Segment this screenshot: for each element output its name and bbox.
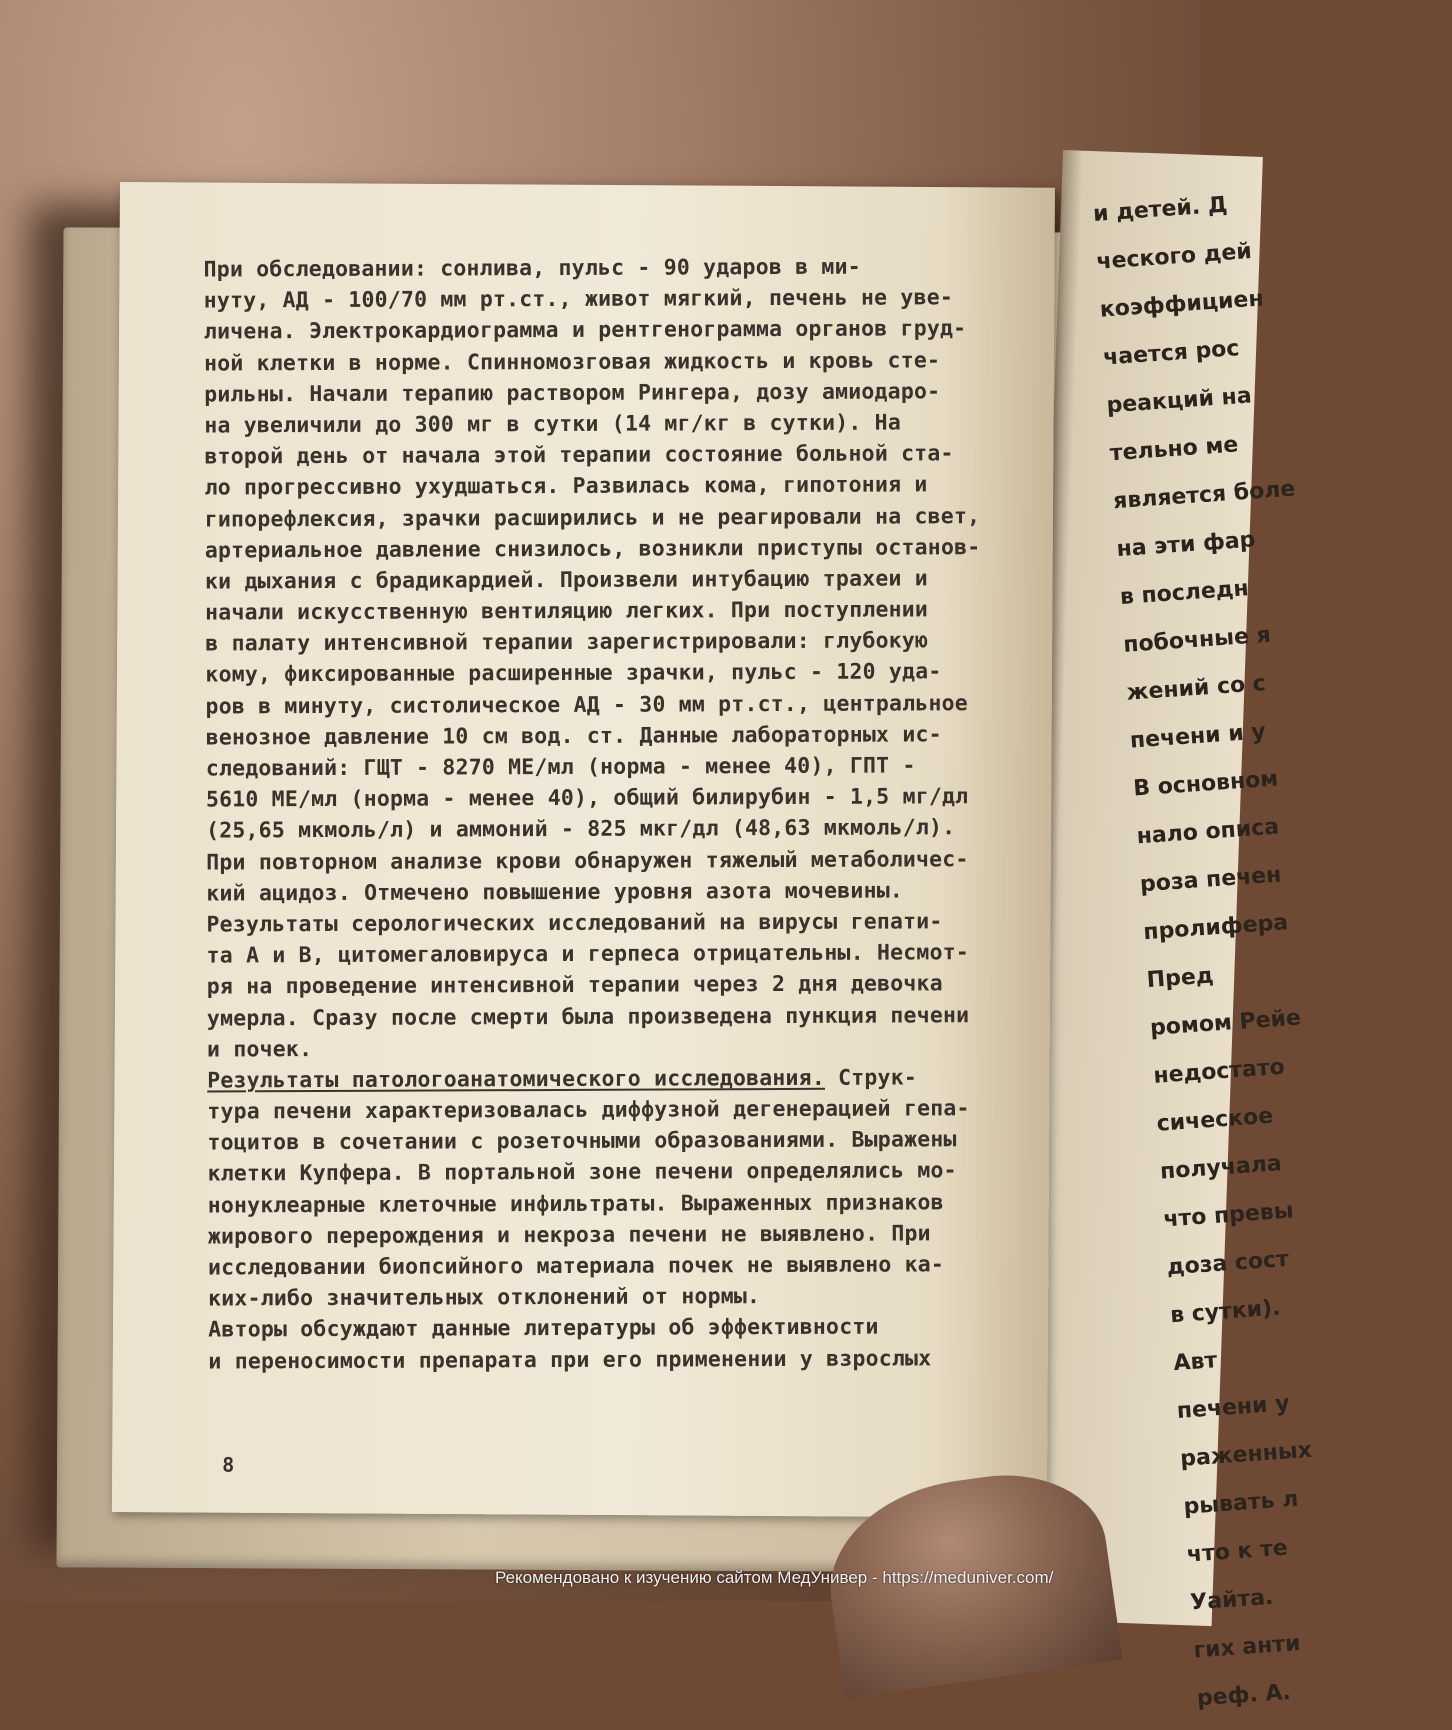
text-line: и почек. [206,1036,313,1063]
next-page-line: жений со с [1125,671,1267,706]
text-line: следований: ГЩТ - 8270 МЕ/мл (норма - менее 40), ГПТ - [205,753,916,782]
text-line: При повторном анализе крови обнаружен тяжелый метаболичес- [206,846,969,876]
next-page-line: роза печен [1139,862,1283,898]
text-line: Результаты серологических исследований на вирусы гепати- [206,909,943,938]
text-line: ки дыхания с брадикардией. Произвели интубацию трахеи и [204,566,928,595]
next-page-line: коэффициен [1099,286,1265,323]
next-page-line: печени и у [1129,719,1267,754]
text-line: рильны. Начали терапию раствором Рингера, дозу амиодаро- [204,379,941,408]
next-page-line: недостато [1152,1054,1286,1089]
text-line: При обследовании: сонлива, пульс - 90 ударов в ми- [203,254,861,283]
text-line: Результаты патологоанатомического исследования. Струк- [207,1065,918,1094]
text-line: тура печени характеризовалась диффузной дегенерацией гепа- [207,1096,970,1125]
text-line: тоцитов в сочетании с розеточными образованиями. Выражены [207,1127,957,1156]
text-line: второй день от начала этой терапии состояние больной ста- [204,441,954,470]
next-page-line: в сутки). [1169,1295,1282,1329]
text-line: нуту, АД - 100/70 мм рт.ст., живот мягкий, печень не уве- [203,285,954,314]
text-line: венозное давление 10 см вод. ст. Данные лабораторных ис- [205,722,942,751]
text-line: жирового перерождения и некроза печени не выявлено. При [207,1221,931,1250]
next-page-line: что превы [1162,1198,1295,1233]
text-line: гипорефлексия, зрачки расширились и не реагировали на свет, [204,503,981,533]
text-line: та А и В, цитомегаловируса и герпеса отрицательны. Несмот- [206,940,970,969]
text-line: нонуклеарные клеточные инфильтраты. Выраженных признаков [207,1189,944,1219]
next-page-line: является боле [1112,476,1297,515]
next-page-line: рывать л [1182,1486,1300,1520]
text-line: кий ацидоз. Отмечено повышение уровня азота мочевины. [206,878,904,907]
next-page-line: реакций на [1105,383,1253,419]
text-line: (25,65 мкмоль/л) и аммоний - 825 мкг/дл (48,63 мкмоль/л). [206,815,956,844]
next-page-line: что к те [1186,1535,1289,1568]
next-page-line: В основном [1132,766,1280,802]
page-body-text [204,251,999,1377]
next-page-line: доза сост [1166,1246,1290,1281]
watermark: Рекомендовано к изучению сайтом МедУнивер - https://meduniver.com/ [495,1568,1054,1587]
text-line: исследовании биопсийного материала почек не выявлено ка- [207,1252,945,1281]
text-line: личена. Электрокардиограмма и рентгенограмма органов груд- [203,316,967,345]
text-line: ло прогрессивно ухудшаться. Развилась кома, гипотония и [204,472,928,501]
text-line: ной клетки в норме. Спинномозговая жидкость и кровь сте- [203,347,941,377]
page-number: 8 [222,1452,235,1477]
text-line: ров в минуту, систолическое АД - 30 мм рт.ст., центральное [205,690,968,720]
next-page-line: раженных [1179,1437,1313,1472]
next-page-line: тельно ме [1109,432,1240,467]
text-line: Авторы обсуждают данные литературы об эффективности [208,1314,879,1343]
text-line: в палату интенсивной терапии зарегистрировали: глубокую [205,628,929,657]
next-page-line: ческого дей [1095,239,1253,275]
next-page-line: нало описа [1135,814,1280,850]
next-page-line: ромом Рейе [1149,1005,1302,1041]
next-page-line: Пред [1145,963,1215,994]
next-page-line: Уайта. [1189,1584,1275,1616]
book-page [112,182,1055,1518]
next-page-line: в последн [1119,576,1250,610]
text-line: клетки Купфера. В портальной зоне печени определялись мо- [207,1158,957,1187]
next-page-line: получала [1159,1151,1283,1185]
next-page-line: гих анти [1192,1631,1302,1664]
text-line: 5610 МЕ/мл (норма - менее 40), общий билирубин - 1,5 мг/дл [205,784,969,813]
text-line: артериальное давление снизилось, возникли приступы останов- [204,534,981,564]
next-page-line: и детей. Д [1092,192,1229,227]
text-line: кому, фиксированные расширенные зрачки, пульс - 120 уда- [205,659,942,688]
text-line: умерла. Сразу после смерти была произведена пункция печени [206,1002,970,1032]
next-page-line: сическое [1155,1103,1274,1137]
next-page-line: чается рос [1102,336,1241,371]
text-line: ких-либо значительных отклонений от нормы. [208,1284,761,1312]
next-page-text [1092,177,1399,1723]
next-page-line: Авт [1172,1348,1219,1377]
text-line: ря на проведение интенсивной терапии через 2 дня девочка [206,971,943,1000]
section-heading-underlined: Результаты патологоанатомического исследования. [207,1065,825,1094]
next-page-line: печени у [1176,1391,1291,1425]
text-line: и переносимости препарата при его применении у взрослых [208,1345,932,1375]
text-line: начали искусственную вентиляцию легких. При поступлении [205,597,929,626]
text-line: на увеличили до 300 мг в сутки (14 мг/кг в сутки). На [204,410,901,439]
next-page-line: пролифера [1142,910,1289,946]
next-page-line: на эти фар [1115,527,1257,563]
next-page-line: реф. А. [1196,1679,1292,1712]
next-page-line: побочные я [1122,622,1272,658]
